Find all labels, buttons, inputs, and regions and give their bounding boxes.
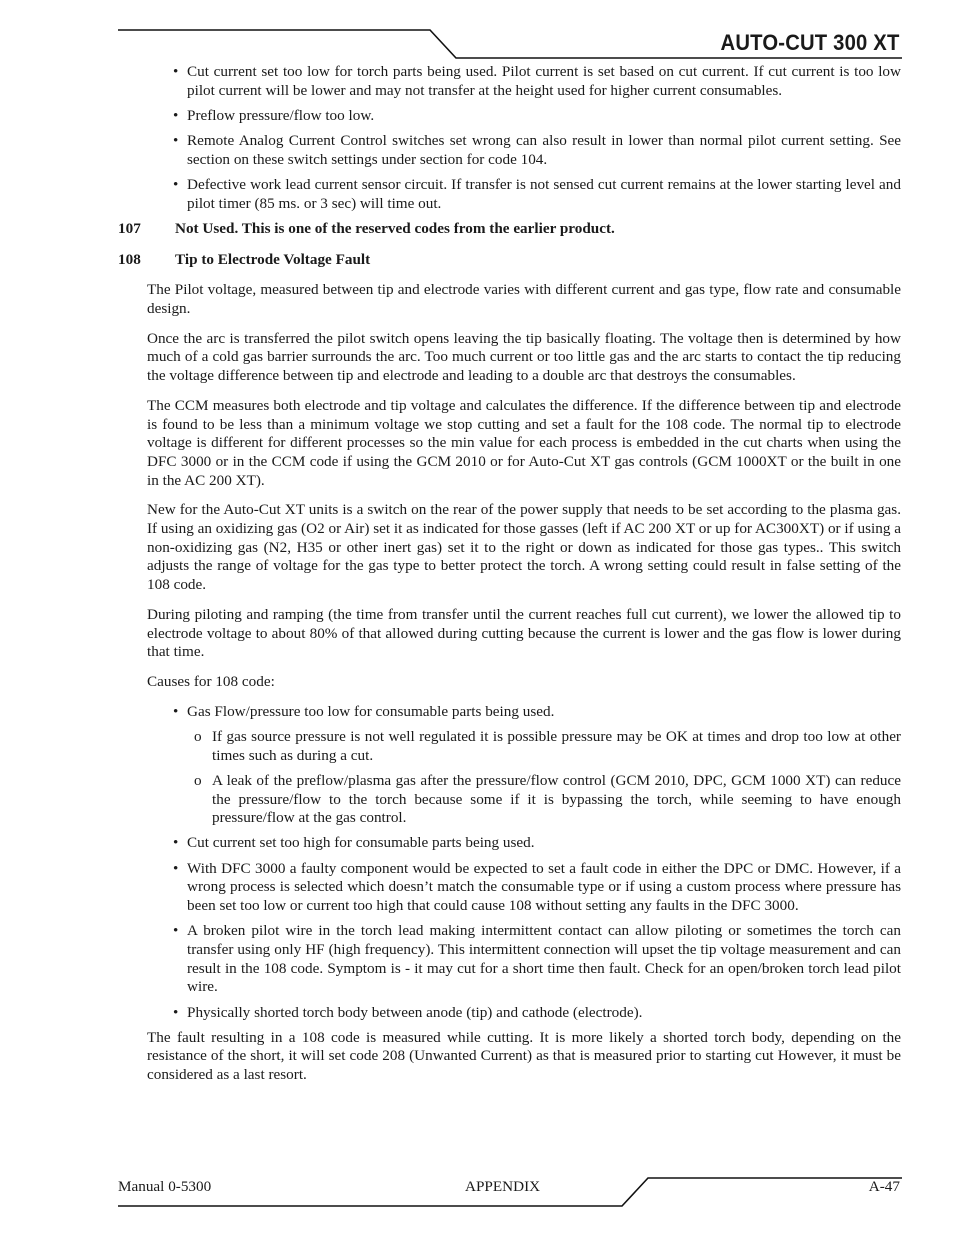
page-content — [118, 63, 901, 1096]
footer-page-number: A-47 — [868, 1178, 900, 1195]
sub-bullet-marker: o — [194, 727, 202, 745]
bullet-text: Defective work lead current sensor circuit. If transfer is not sensed cut current remains at the lower starting level and pilot timer (85 ms. or 3 sec) will time out. — [187, 176, 901, 212]
section-heading-108 — [118, 251, 901, 270]
bullet-marker: • — [173, 1003, 179, 1021]
bullet-item — [118, 922, 901, 997]
bullet-text: Remote Analog Current Control switches set wrong can also result in lower than normal pilot current setting. See section on these switch settings under section for code 104. — [187, 132, 901, 168]
paragraph: Once the arc is transferred the pilot switch opens leaving the tip basically floating. The voltage then is determined by how much of a cold gas barrier surrounds the arc. Too much current or too little gas and the arc starts to contact the tip reducing the voltage difference between tip and electrode and leading to a double arc that destroys the consumables. — [147, 329, 901, 385]
bullet-marker: • — [173, 859, 179, 877]
brand-title: AUTO-CUT 300 XT — [721, 30, 900, 55]
bullet-marker: • — [173, 702, 179, 720]
bullet-marker: • — [173, 63, 179, 80]
sub-bullet-marker: o — [194, 771, 202, 789]
bullet-marker: • — [173, 922, 179, 940]
paragraph: The Pilot voltage, measured between tip and electrode varies with different current and gas type, flow rate and consumable design. — [147, 281, 901, 318]
paragraph: New for the Auto-Cut XT units is a switch on the rear of the power supply that needs to be set according to the plasma gas. If using an oxidizing gas (O2 or Air) set it as indicated for those gasses (left if AC 200 XT or up for AC300XT) or if using a non-oxidizing gas (N2, H35 or other inert gas) set it to the right or down as indicated for those gas types.. This switch adjusts the range of voltage for the gas type to better protect the torch. A wrong setting could result in false setting of the 108 code. — [147, 501, 901, 594]
paragraph: During piloting and ramping (the time from transfer until the current reaches full cut current), we lower the allowed tip to electrode voltage to about 80% of that allowed during cutting because the current is lower and the gas flow is lower during that time. — [147, 605, 901, 661]
bullet-item — [118, 132, 901, 169]
sub-bullet-text: If gas source pressure is not well regulated it is possible pressure may be OK at times and drop too low at other times such as during a cut. — [212, 727, 901, 764]
footer-manual: Manual 0-5300 — [118, 1178, 212, 1195]
section-heading-107 — [118, 220, 901, 239]
bullet-marker: • — [173, 834, 179, 852]
bullet-item — [118, 176, 901, 213]
bullet-item — [118, 860, 901, 916]
sub-bullet-item — [118, 772, 901, 828]
bullet-item — [118, 834, 901, 853]
causes-heading: Causes for 108 code: — [147, 672, 275, 690]
paragraph: The CCM measures both electrode and tip voltage and calculates the difference. If the difference between tip and electrode is found to be less than a minimum voltage we stop cutting and set a fault for the 108 code. The normal tip to electrode voltage is different for different processes so the min value for each process is embedded in the cut charts when using the DFC 3000 or in the CCM code if using the GCM 2010 or for Auto-Cut XT gas controls (GCM 1000XT or the built in one in the AC 200 XT). — [147, 396, 901, 489]
section-title: Not Used. This is one of the reserved codes from the earlier product. — [175, 219, 615, 237]
bullet-text: Cut current set too low for torch parts being used. Pilot current is set based on cut current. If cut current is too low pilot current will be lower and may not transfer at the height used for higher current consumables. — [187, 63, 901, 99]
sub-bullet-item — [118, 728, 901, 765]
bullet-item — [118, 63, 901, 100]
bullet-text: Cut current set too high for consumable parts being used. — [187, 834, 535, 852]
sub-bullet-text: A leak of the preflow/plasma gas after the pressure/flow control (GCM 2010, DPC, GCM 1000 XT) can reduce the pressure/flow to the torch because some if it is bypassing the torch, while seeming to have enough pressure/flow at the gas control. — [212, 771, 901, 827]
bullet-text: Preflow pressure/flow too low. — [187, 106, 375, 124]
section-number: 107 — [118, 219, 141, 237]
section-title: Tip to Electrode Voltage Fault — [175, 250, 371, 268]
bullet-text: Physically shorted torch body between anode (tip) and cathode (electrode). — [187, 1003, 643, 1021]
bullet-text: A broken pilot wire in the torch lead making intermittent contact can allow piloting or sometimes the torch can transfer using only HF (high frequency). This intermittent connection will upset the tip voltage measurement and can result in the 108 code. Symptom is - it may cut for a short time then fault. Check for an open/broken torch lead pilot wire. — [187, 922, 901, 996]
closing-paragraph: The fault resulting in a 108 code is measured while cutting. It is more likely a shorted torch body, depending on the resistance of the short, it will set code 208 (Unwanted Current) as that is measured prior to starting cut However, it must be considered as a last resort. — [147, 1028, 901, 1084]
bullet-text: Gas Flow/pressure too low for consumable parts being used. — [187, 702, 555, 720]
bullet-marker: • — [173, 106, 179, 124]
bullet-item — [118, 107, 901, 126]
footer-section: APPENDIX — [465, 1178, 541, 1195]
bullet-marker: • — [173, 176, 179, 194]
bullet-item — [118, 1004, 901, 1023]
section-number: 108 — [118, 250, 141, 268]
bullet-item — [118, 703, 901, 722]
bullet-text: With DFC 3000 a faulty component would be expected to set a fault code in either the DPC or DMC. However, if a wrong process is selected which doesn’t match the consumable type or if using a custom process where pressure has been set too low or current too high that could cause 108 without setting any faults in the DFC 3000. — [187, 859, 901, 915]
bullet-marker: • — [173, 132, 179, 150]
